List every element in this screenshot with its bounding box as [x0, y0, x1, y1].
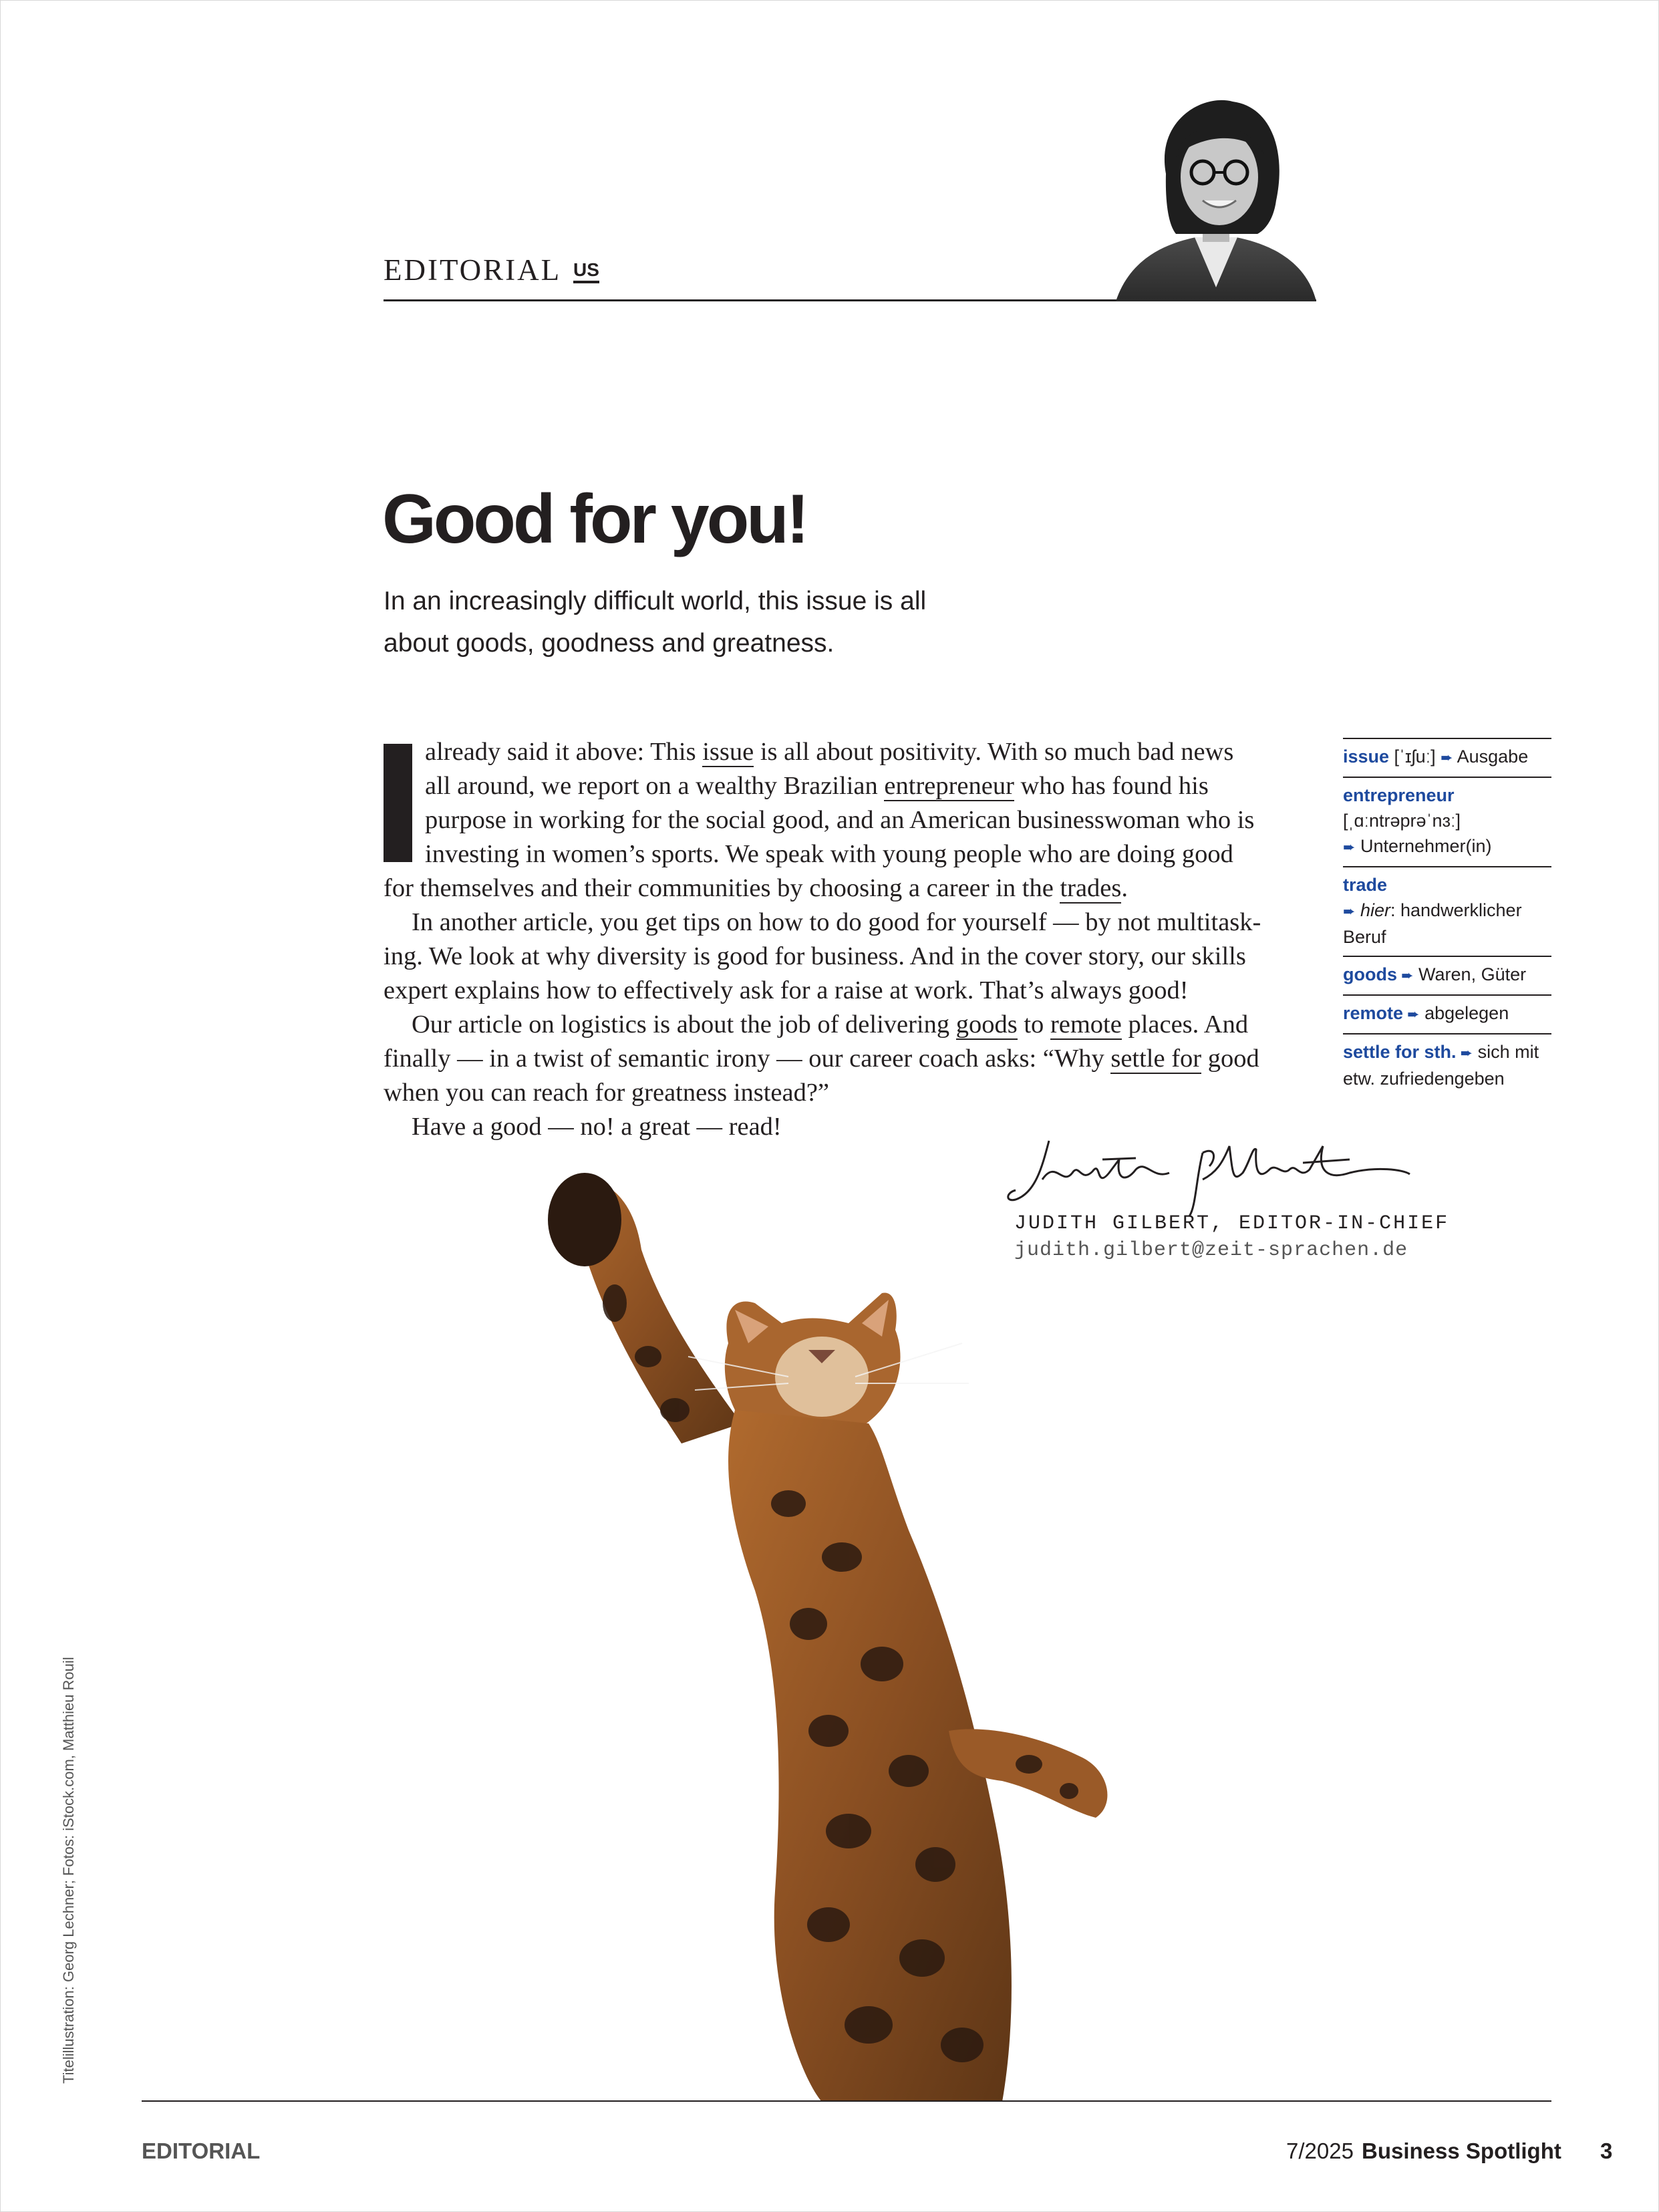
lead-line-2: about goods, goodness and greatness.: [384, 629, 835, 658]
author-name-title: JUDITH GILBERT, EDITOR-IN-CHIEF: [1014, 1212, 1450, 1235]
body-line: purpose in working for the social good, and an American businesswoman who is: [425, 806, 1255, 834]
body-text-span: to: [1017, 1010, 1050, 1039]
body-line: ing. We look at why diversity is good for business. And in the cover story, our skills: [384, 942, 1246, 970]
arrow-icon: ➨: [1343, 903, 1356, 920]
glossary-definition: Unternehmer(in): [1355, 836, 1492, 856]
body-text-span: all around, we report on a wealthy Brazilian: [425, 772, 885, 800]
footer-rule: [142, 2100, 1551, 2102]
footer-issue-number: 7/2025: [1286, 2138, 1354, 2163]
arrow-icon: ➨: [1397, 967, 1414, 984]
body-text-span: is all about positivity. With so much bad news: [754, 738, 1234, 766]
vocab-link-entrepreneur[interactable]: entrepreneur: [884, 772, 1014, 800]
body-text-span: for themselves and their communities by choosing a career in the: [384, 874, 1060, 902]
body-line: In another article, you get tips on how to do good for yourself — by not multitask-: [412, 908, 1261, 936]
glossary-entry-entrepreneur: [1343, 778, 1551, 866]
footer-section-label: EDITORIAL: [142, 2138, 261, 2163]
glossary-definition: Waren, Güter: [1413, 964, 1527, 984]
body-line: [384, 871, 1128, 906]
glossary-phonetic: [ˈɪʃuː]: [1389, 746, 1441, 767]
body-line: investing in women’s sports. We speak with young people who are doing good: [425, 840, 1233, 868]
arrow-icon: ➨: [1456, 1045, 1473, 1061]
glossary-term: goods: [1343, 964, 1397, 984]
editor-portrait: [1109, 94, 1323, 301]
glossary-entry-settle-for: [1343, 1034, 1551, 1097]
glossary-entry-issue: [1343, 739, 1551, 777]
body-text-span: already said it above: This: [425, 738, 703, 766]
body-line: [384, 1042, 1259, 1076]
vocab-link-remote[interactable]: remote: [1050, 1010, 1122, 1039]
footer-magazine-name: Business Spotlight: [1362, 2138, 1561, 2163]
glossary-term: issue: [1343, 746, 1390, 767]
vocab-link-trades[interactable]: trades: [1060, 874, 1122, 902]
glossary-entry-remote: [1343, 996, 1551, 1033]
glossary-definition: etw. zufriedengeben: [1343, 1069, 1505, 1089]
glossary-term: settle for sth.: [1343, 1042, 1457, 1062]
lead-line-1: In an increasingly difficult world, this issue is all: [384, 587, 927, 615]
body-line: Have a good — no! a great — read!: [412, 1113, 782, 1141]
photo-credit: Titelillustration: Georg Lechner; Fotos: iStock.com, Matthieu Rouil: [60, 1657, 77, 2084]
cat-photo: [535, 1156, 1223, 2102]
glossary-entry-goods: [1343, 957, 1551, 994]
glossary-entry-trade: [1343, 867, 1551, 956]
glossary-definition: Ausgabe: [1453, 746, 1529, 767]
section-label: EDITORIAL: [384, 253, 562, 287]
body-text-span: Our article on logistics is about the job of delivering: [412, 1010, 956, 1039]
body-text-span: good: [1201, 1045, 1259, 1073]
page-number: 3: [1600, 2138, 1613, 2163]
glossary-definition: : handwerklicher: [1390, 900, 1522, 920]
edition-badge: US: [573, 260, 599, 283]
body-line: [412, 1008, 1248, 1042]
arrow-icon: ➨: [1441, 749, 1453, 766]
vocab-link-issue[interactable]: issue: [702, 738, 754, 766]
body-text-span: .: [1121, 874, 1128, 902]
arrow-icon: ➨: [1403, 1006, 1420, 1022]
glossary-term: entrepreneur: [1343, 785, 1455, 805]
lead-paragraph: [384, 580, 985, 664]
glossary-term: trade: [1343, 875, 1388, 895]
body-line: [425, 735, 1233, 769]
glossary-definition: abgelegen: [1419, 1003, 1509, 1023]
drop-cap-i: [384, 744, 412, 862]
body-line: expert explains how to effectively ask for a raise at work. That’s always good!: [384, 976, 1189, 1004]
glossary-phonetic: [ˌɑːntrəprəˈnɜː]: [1343, 811, 1461, 831]
vocab-link-settle-for[interactable]: settle for: [1110, 1045, 1202, 1073]
headline: Good for you!: [382, 480, 807, 558]
glossary-definition: Beruf: [1343, 927, 1386, 947]
body-text-span: who has found his: [1014, 772, 1209, 800]
glossary-term: remote: [1343, 1003, 1404, 1023]
glossary-definition: sich mit: [1473, 1042, 1539, 1062]
author-email[interactable]: judith.gilbert@zeit-sprachen.de: [1014, 1239, 1408, 1262]
vocab-link-goods[interactable]: goods: [955, 1010, 1018, 1039]
body-line: when you can reach for greatness instead?”: [384, 1079, 830, 1107]
body-text-span: finally — in a twist of semantic irony — our career coach asks: “Why: [384, 1045, 1111, 1073]
body-line: [425, 769, 1209, 803]
glossary-hier: hier: [1355, 900, 1390, 920]
arrow-icon: ➨: [1343, 839, 1356, 855]
body-text-span: places. And: [1121, 1010, 1249, 1039]
glossary-sidebar: [1343, 738, 1551, 1097]
